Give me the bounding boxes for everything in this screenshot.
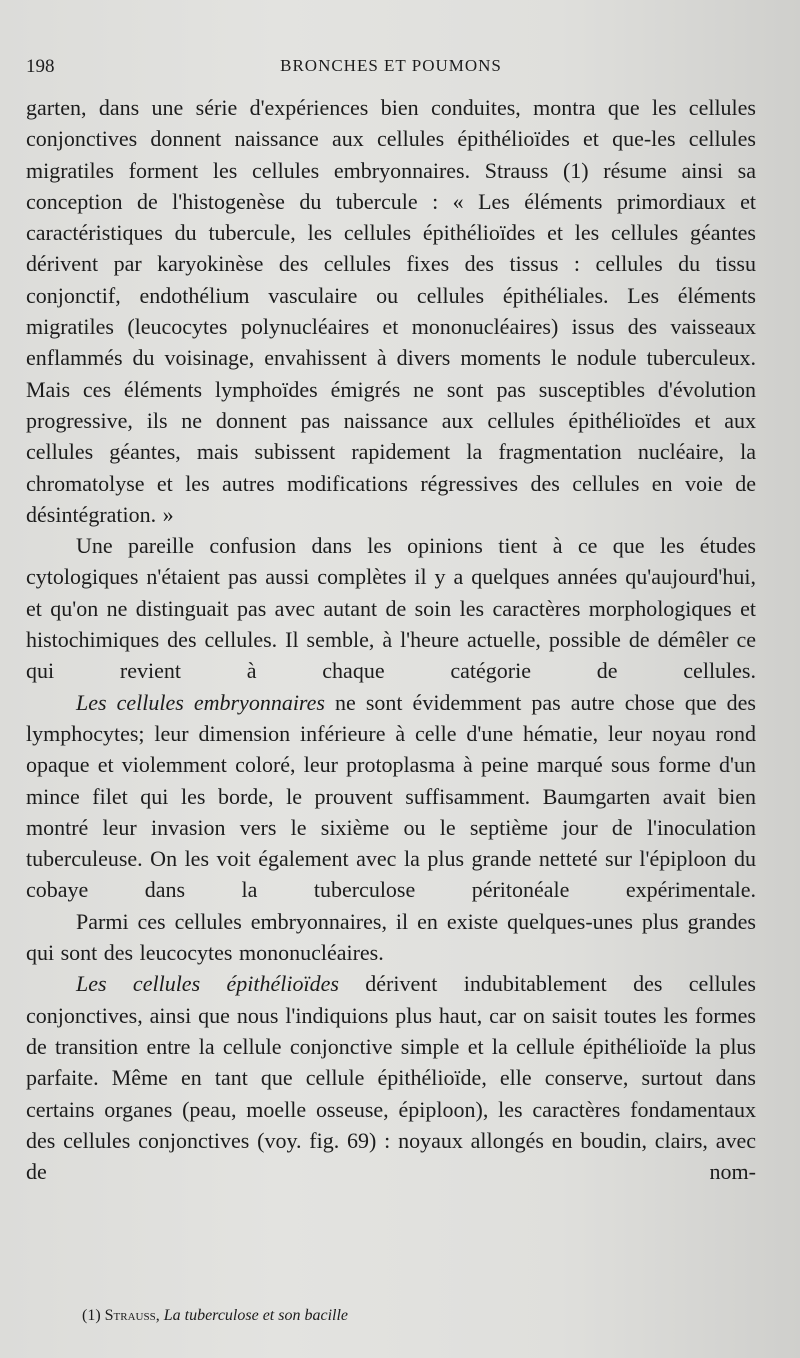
paragraph-3-text: ne sont évidemment pas autre chose que des lymphocytes; leur dimension inférieure à celle d'une hématie, leur noyau rond opaque et violemment coloré, leur protoplasma à peine marqué sous forme d'un mince filet qui les borde, le prouvent suffisamment. Baumgarten avait bien montré leur invasion vers le sixième ou le septième jour de l'inoculation tuberculeuse. On les voit également avec la plus grande netteté sur l'épiploon du cobaye dans la tuberculose péritonéale expérimentale. (26, 689, 756, 903)
paragraph-1-text: garten, dans une série d'expériences bien conduites, montra que les cellules conjonctives donnent naissance aux cellules épithélioïdes et que-les cellules migratiles forment les cellules embryonnaires. Strauss (1) résume ainsi sa conception de l'histogenèse du tubercule : « Les éléments primordiaux et caractéristiques du tubercule, les cellules épithélioïdes et les cellules géantes dérivent par karyokinèse des cellules fixes des tissus : cellules du tissu conjonctif, endothélium vasculaire ou cellules épithéliales. Les éléments migratiles (leucocytes polynucléaires et mononucléaires) issus des vaisseaux enflammés du voisinage, envahissent à divers moments le nodule tuberculeux. Mais ces éléments lymphoïdes émigrés ne sont pas susceptibles d'évolution progressive, ils ne donnent pas naissance aux cellules épithélioïdes et aux cellules géantes, mais subissent rapidement la fragmentation nucléaire, la chromatolyse et les autres modifications régressives des cellules en voie de désintégration. » (26, 95, 756, 527)
paragraph-3 (26, 687, 756, 906)
paragraph-3-lead-italic: Les cellules embryonnaires (76, 689, 325, 715)
paragraph-4-text: Parmi ces cellules embryonnaires, il en existe quelques-unes plus grandes qui sont des leucocytes mononucléaires. (26, 908, 756, 966)
paragraph-2-text: Une pareille confusion dans les opinions tient à ce que les études cytologiques n'étaient pas aussi complètes il y a quelques années qu'aujourd'hui, et qu'on ne distinguait pas avec autant de soin les caractères morphologiques et histochimiques des cellules. Il semble, à l'heure actuelle, possible de démêler ce qui revient à chaque catégorie de cellules. (26, 533, 756, 684)
paragraph-1 (26, 92, 756, 530)
footnote-title: La tuberculose et son bacille (163, 1307, 348, 1324)
page-number: 198 (26, 56, 55, 77)
paragraph-5-lead-italic: Les cellules épithélioïdes (76, 971, 339, 997)
footnote-author: Strauss (104, 1307, 156, 1324)
footnote-marker: (1) (82, 1307, 101, 1324)
running-head: BRONCHES ET POUMONS (280, 56, 502, 75)
paragraph-2 (26, 530, 756, 686)
footnote: (1) Strauss, La tuberculose et son bacille (82, 1307, 348, 1324)
paragraph-5-text: dérivent indubitablement des cellules conjonctives, ainsi que nous l'indiquions plus haut, car on saisit toutes les formes de transition entre la cellule conjonctive simple et la cellule épithélioïde la plus parfaite. Même en tant que cellule épithélioïde, elle conserve, surtout dans certains organes (peau, moelle osseuse, épiploon), les caractères fondamentaux des cellules conjonctives (voy. fig. 69) : noyaux allongés en boudin, clairs, avec de nom- (26, 971, 756, 1185)
body-text (26, 92, 756, 1187)
paragraph-4 (26, 906, 756, 969)
page-header (26, 56, 756, 82)
paragraph-5 (26, 968, 756, 1187)
